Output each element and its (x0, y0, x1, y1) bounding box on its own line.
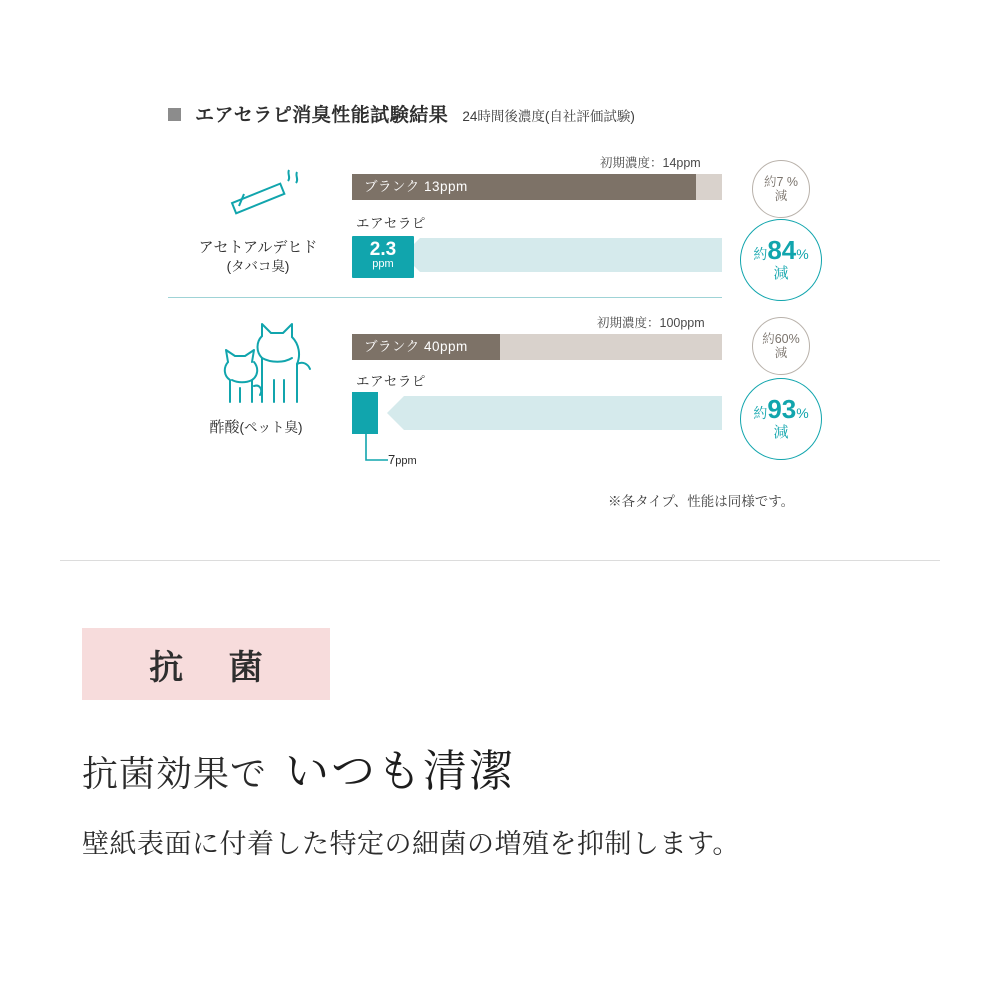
big-circle-prefix-2: 約 (753, 405, 768, 422)
value-box-1 (352, 236, 414, 278)
small-reduction-circle-1 (752, 160, 810, 218)
category-label-1 (178, 238, 338, 276)
reduction-arrow-1 (420, 238, 722, 272)
callout-value-2 (388, 452, 417, 467)
chart-note: ※各タイプ、性能は同様です。 (608, 494, 795, 509)
chart-title-main: エアセラピ消臭性能試験結果 (195, 105, 449, 126)
product-bar-2 (352, 392, 378, 434)
category-label-2-suffix: (ペット臭) (239, 420, 303, 435)
antibacterial-badge-label: 抗 菌 (149, 648, 281, 687)
big-circle-number-1: 84 (767, 235, 797, 266)
blank-bar-label-2: ブランク 40ppm (364, 339, 468, 354)
big-circle-percent-sign-2: % (796, 405, 809, 422)
product-label-1: エアセラピ (356, 216, 426, 231)
big-reduction-circle-1 (740, 219, 822, 301)
callout-number-2: 7 (388, 452, 396, 467)
bullet-square-icon (168, 108, 181, 121)
callout-unit-2: ppm (395, 455, 417, 467)
small-circle-percent-2: 約60% (762, 331, 800, 346)
category-label-1-line1: アセトアルデヒド (198, 239, 318, 256)
category-label-1-line2: (タバコ臭) (226, 259, 290, 275)
antibacterial-section (0, 560, 1000, 1000)
big-circle-suffix-1: 減 (773, 264, 789, 282)
product-label-2: エアセラピ (356, 374, 426, 389)
small-circle-percent-1: 約7 % (763, 174, 799, 189)
reduction-arrow-2 (404, 396, 722, 430)
antibacterial-badge (82, 628, 330, 700)
small-circle-suffix-2: 減 (774, 346, 788, 360)
big-circle-value-1 (753, 237, 808, 264)
chart-title-sub: 24時間後濃度(自社評価試験) (462, 109, 635, 124)
big-circle-suffix-2: 減 (773, 423, 789, 441)
category-label-2 (176, 418, 336, 438)
big-circle-value-2 (753, 396, 808, 423)
blank-bar-2 (352, 334, 722, 360)
big-circle-number-2: 93 (767, 394, 797, 425)
cigarette-icon (210, 165, 310, 230)
big-circle-prefix-1: 約 (753, 246, 768, 263)
small-circle-suffix-1: 減 (774, 189, 788, 203)
blank-bar-1 (352, 174, 722, 200)
chart-title (168, 100, 635, 127)
big-reduction-circle-2 (740, 378, 822, 460)
initial-concentration-label-1: 初期濃度：14ppm (600, 156, 701, 170)
category-label-2-line1 (176, 418, 336, 438)
row-divider (168, 297, 722, 298)
antibacterial-description: 壁紙表面に付着した特定の細菌の増殖を抑制します。 (82, 829, 740, 859)
antibacterial-headline (82, 735, 515, 799)
blank-bar-label-1: ブランク 13ppm (364, 179, 468, 194)
category-label-2-main: 酢酸 (209, 419, 240, 436)
big-circle-percent-sign-1: % (796, 246, 809, 263)
antibacterial-headline-big: いつも清潔 (285, 747, 516, 796)
value-unit-1: ppm (372, 258, 394, 270)
antibacterial-headline-lead: 抗菌効果で (82, 753, 268, 794)
initial-concentration-label-2: 初期濃度：100ppm (597, 316, 705, 330)
dog-cat-icon (196, 318, 316, 423)
small-reduction-circle-2 (752, 317, 810, 375)
value-number-1: 2.3 (369, 239, 397, 260)
